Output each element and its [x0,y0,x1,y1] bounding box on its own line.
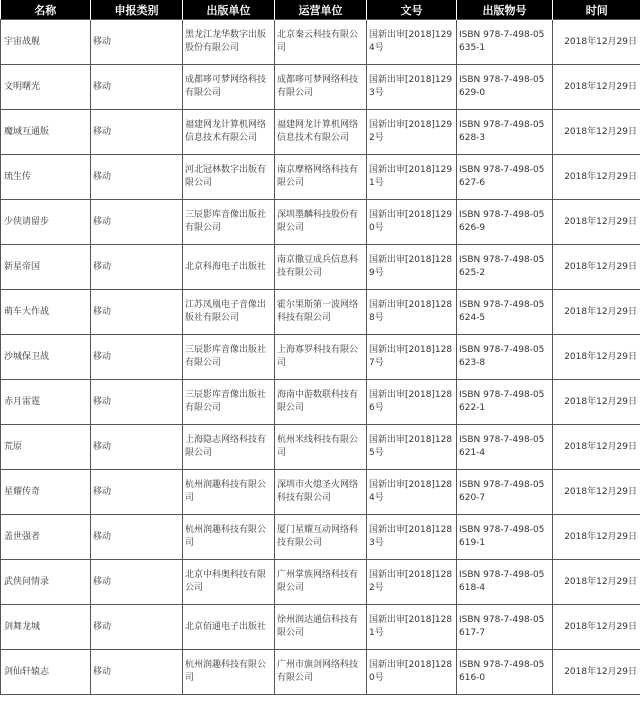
cell-operator: 上海寡罗科技有限公司 [275,335,367,380]
cell-name: 少侠请留步 [1,200,91,245]
cell-operator: 杭州米线科技有限公司 [275,425,367,470]
table-row [1,380,640,425]
cell-date: 2018年12月29日 [553,515,640,560]
cell-doc-number: 国新出审[2018]1283号 [367,515,457,560]
cell-name: 剑仙轩辕志 [1,650,91,695]
cell-isbn: ISBN 978-7-498-05616-0 [457,650,553,695]
table-row [1,335,640,380]
column-header-isbn: 出版物号 [457,0,553,20]
cell-operator: 深圳墨麟科技股份有限公司 [275,200,367,245]
cell-name: 剑舞龙城 [1,605,91,650]
cell-name: 荒原 [1,425,91,470]
cell-name: 赤月雷霆 [1,380,91,425]
cell-name: 文明曙光 [1,65,91,110]
cell-operator: 深圳市火熄圣火网络科技有限公司 [275,470,367,515]
cell-isbn: ISBN 978-7-498-05617-7 [457,605,553,650]
cell-category: 移动 [91,515,183,560]
cell-category: 移动 [91,335,183,380]
column-header-date: 时间 [553,0,640,20]
cell-operator: 福建网龙计算机网络信息技术有限公司 [275,110,367,155]
cell-publisher: 三辰影库音像出版社有限公司 [183,200,275,245]
column-header-category: 申报类别 [91,0,183,20]
table-body [1,20,640,695]
cell-operator: 霍尔果斯第一波网络科技有限公司 [275,290,367,335]
cell-date: 2018年12月29日 [553,650,640,695]
cell-category: 移动 [91,605,183,650]
cell-isbn: ISBN 978-7-498-05622-1 [457,380,553,425]
cell-operator: 北京秦云科技有限公司 [275,20,367,65]
cell-name: 沙城保卫战 [1,335,91,380]
cell-doc-number: 国新出审[2018]1291号 [367,155,457,200]
table-row [1,650,640,695]
table-row [1,290,640,335]
cell-category: 移动 [91,200,183,245]
cell-publisher: 成都哆可梦网络科技有限公司 [183,65,275,110]
cell-date: 2018年12月29日 [553,110,640,155]
cell-isbn: ISBN 978-7-498-05625-2 [457,245,553,290]
cell-isbn: ISBN 978-7-498-05620-7 [457,470,553,515]
cell-doc-number: 国新出审[2018]1281号 [367,605,457,650]
cell-category: 移动 [91,155,183,200]
cell-doc-number: 国新出审[2018]1284号 [367,470,457,515]
cell-publisher: 杭州润趣科技有限公司 [183,515,275,560]
cell-operator: 海南中游数联科技有限公司 [275,380,367,425]
cell-name: 武侠问情录 [1,560,91,605]
cell-publisher: 上海隐志网络科技有限公司 [183,425,275,470]
cell-category: 移动 [91,290,183,335]
cell-isbn: ISBN 978-7-498-05619-1 [457,515,553,560]
cell-date: 2018年12月29日 [553,560,640,605]
table-row [1,110,640,155]
cell-date: 2018年12月29日 [553,200,640,245]
cell-publisher: 三辰影库音像出版社有限公司 [183,380,275,425]
cell-publisher: 黑龙江龙华数字出版股份有限公司 [183,20,275,65]
cell-publisher: 福建网龙计算机网络信息技术有限公司 [183,110,275,155]
cell-date: 2018年12月29日 [553,245,640,290]
table-row [1,605,640,650]
cell-doc-number: 国新出审[2018]1288号 [367,290,457,335]
cell-category: 移动 [91,650,183,695]
table-row [1,65,640,110]
cell-publisher: 三辰影库音像出版社有限公司 [183,335,275,380]
cell-doc-number: 国新出审[2018]1294号 [367,20,457,65]
cell-name: 星耀传奇 [1,470,91,515]
cell-doc-number: 国新出审[2018]1293号 [367,65,457,110]
cell-category: 移动 [91,425,183,470]
cell-date: 2018年12月29日 [553,470,640,515]
column-header-doc-number: 文号 [367,0,457,20]
table-header-row [1,0,640,20]
cell-category: 移动 [91,560,183,605]
cell-operator: 广州掌族网络科技有限公司 [275,560,367,605]
cell-name: 宇宙战舰 [1,20,91,65]
cell-category: 移动 [91,380,183,425]
cell-isbn: ISBN 978-7-498-05618-4 [457,560,553,605]
cell-date: 2018年12月29日 [553,290,640,335]
table-row [1,155,640,200]
cell-category: 移动 [91,65,183,110]
cell-isbn: ISBN 978-7-498-05629-0 [457,65,553,110]
cell-date: 2018年12月29日 [553,155,640,200]
cell-publisher: 北京中科奥科技有限公司 [183,560,275,605]
cell-publisher: 北京佰通电子出版社 [183,605,275,650]
cell-name: 盖世强者 [1,515,91,560]
cell-isbn: ISBN 978-7-498-05627-6 [457,155,553,200]
cell-doc-number: 国新出审[2018]1285号 [367,425,457,470]
cell-date: 2018年12月29日 [553,20,640,65]
cell-operator: 徐州润达通信科技有限公司 [275,605,367,650]
column-header-name: 名称 [1,0,91,20]
table-row [1,515,640,560]
column-header-publisher: 出版单位 [183,0,275,20]
cell-operator: 南京摩格网络科技有限公司 [275,155,367,200]
cell-date: 2018年12月29日 [553,425,640,470]
cell-category: 移动 [91,20,183,65]
cell-isbn: ISBN 978-7-498-05621-4 [457,425,553,470]
cell-category: 移动 [91,470,183,515]
cell-isbn: ISBN 978-7-498-05624-5 [457,290,553,335]
cell-date: 2018年12月29日 [553,380,640,425]
cell-operator: 成都哆可梦网络科技有限公司 [275,65,367,110]
cell-doc-number: 国新出审[2018]1292号 [367,110,457,155]
cell-doc-number: 国新出审[2018]1286号 [367,380,457,425]
cell-category: 移动 [91,110,183,155]
table-row [1,200,640,245]
table-row [1,245,640,290]
cell-publisher: 北京科海电子出版社 [183,245,275,290]
cell-doc-number: 国新出审[2018]1287号 [367,335,457,380]
cell-isbn: ISBN 978-7-498-05626-9 [457,200,553,245]
cell-operator: 广州市旗剑网络科技有限公司 [275,650,367,695]
table-row [1,425,640,470]
table-row [1,20,640,65]
cell-publisher: 杭州润趣科技有限公司 [183,650,275,695]
cell-doc-number: 国新出审[2018]1280号 [367,650,457,695]
cell-date: 2018年12月29日 [553,65,640,110]
cell-name: 萌车大作战 [1,290,91,335]
cell-name: 琉生传 [1,155,91,200]
cell-doc-number: 国新出审[2018]1289号 [367,245,457,290]
cell-publisher: 河北冠林数字出版有限公司 [183,155,275,200]
table-row [1,560,640,605]
cell-date: 2018年12月29日 [553,605,640,650]
cell-operator: 南京撒豆成兵信息科技有限公司 [275,245,367,290]
cell-name: 新星帝国 [1,245,91,290]
cell-operator: 厦门星耀互动网络科技有限公司 [275,515,367,560]
cell-doc-number: 国新出审[2018]1290号 [367,200,457,245]
cell-isbn: ISBN 978-7-498-05635-1 [457,20,553,65]
cell-date: 2018年12月29日 [553,335,640,380]
cell-category: 移动 [91,245,183,290]
cell-publisher: 江苏凤凰电子音像出版社有限公司 [183,290,275,335]
cell-isbn: ISBN 978-7-498-05628-3 [457,110,553,155]
cell-name: 魔域互通版 [1,110,91,155]
cell-publisher: 杭州润趣科技有限公司 [183,470,275,515]
table-row [1,470,640,515]
column-header-operator: 运营单位 [275,0,367,20]
cell-isbn: ISBN 978-7-498-05623-8 [457,335,553,380]
cell-doc-number: 国新出审[2018]1282号 [367,560,457,605]
